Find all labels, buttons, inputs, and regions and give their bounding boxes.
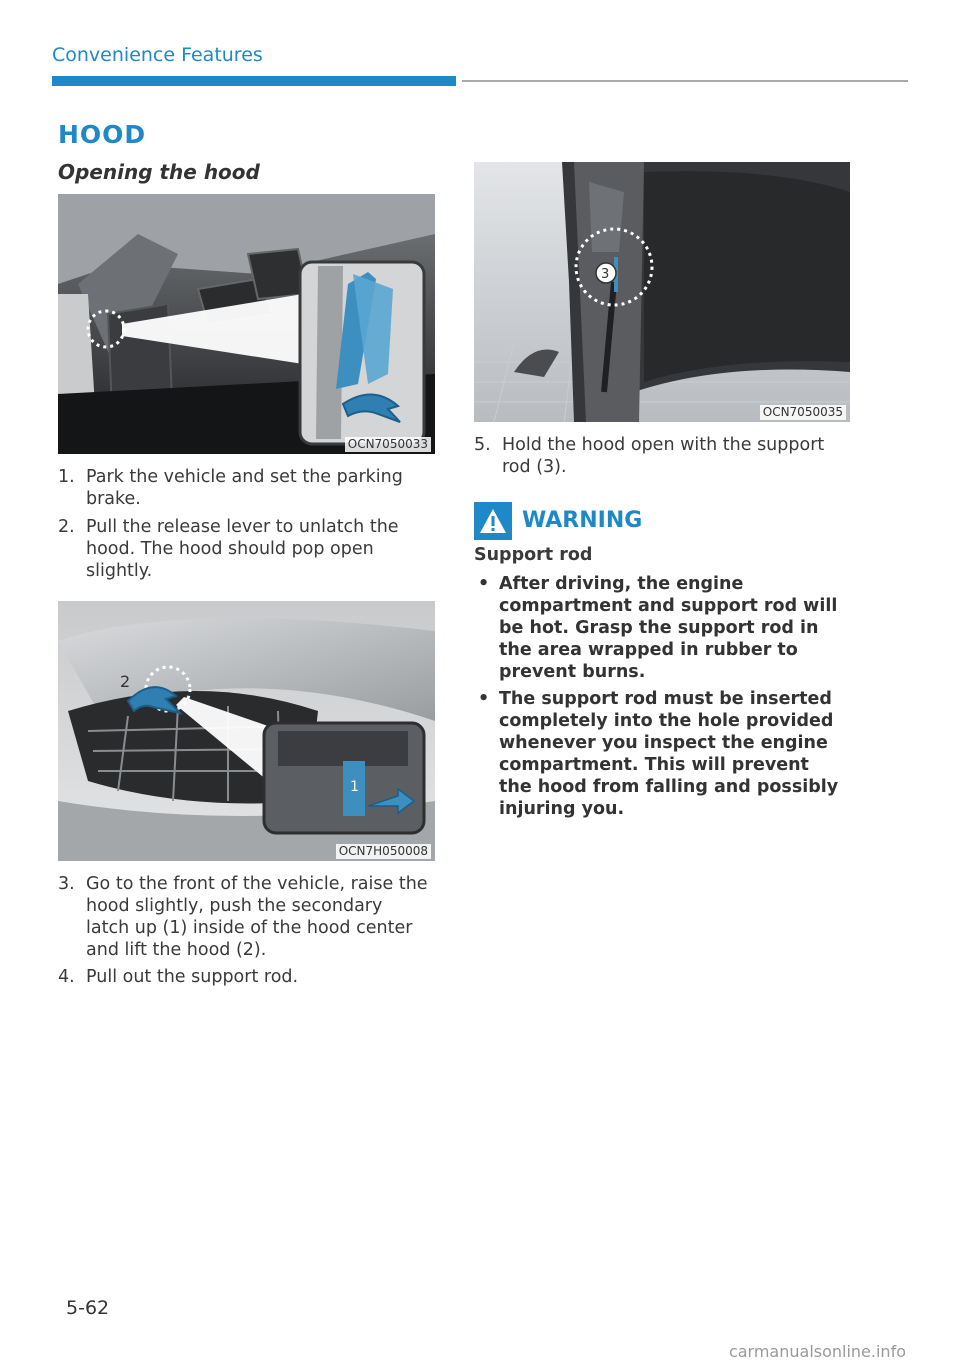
figure-secondary-latch: [58, 601, 435, 861]
step-text: Pull out the support rod.: [86, 967, 299, 987]
warning-bullet: [474, 688, 844, 820]
page-number: 5-62: [66, 1297, 110, 1319]
step-text: Park the vehicle and set the parking brake.: [86, 467, 403, 509]
warning-subtitle: Support rod: [474, 545, 593, 565]
step-text: Pull the release lever to unlatch the hood. The hood should pop open slightly.: [86, 517, 399, 581]
step-item: [58, 516, 428, 582]
step-item: [58, 966, 428, 988]
secondary-latch-illustration: [58, 601, 435, 861]
step-number: 4.: [58, 967, 75, 987]
step-number: 5.: [474, 435, 491, 455]
callout-3: 3: [601, 267, 610, 282]
step-number: 2.: [58, 517, 75, 537]
header-rule: [462, 80, 908, 82]
running-header: Convenience Features: [52, 44, 263, 66]
figure-code: OCN7H050008: [336, 844, 431, 859]
figure-code: OCN7050033: [345, 437, 431, 452]
step-text: Hold the hood open with the support rod (3).: [502, 435, 825, 477]
step-number: 3.: [58, 874, 75, 894]
bullet-text: After driving, the engine compartment and support rod will be hot. Grasp the support rod in the area wrapped in rubber to prevent burns.: [499, 574, 838, 682]
warning-title: WARNING: [522, 508, 643, 533]
step-item: [474, 434, 844, 478]
step-item: [58, 466, 428, 510]
figure-support-rod: [474, 162, 850, 422]
section-title: HOOD: [58, 120, 147, 149]
bullet-text: The support rod must be inserted completely into the hole provided whenever you inspect the engine compartment. This will prevent the hood from falling and possibly injuring you.: [499, 689, 839, 819]
support-rod-illustration: [474, 162, 850, 422]
figure-release-lever: [58, 194, 435, 454]
subsection-title: Opening the hood: [58, 160, 260, 184]
bullet-marker: •: [478, 574, 490, 594]
bullet-marker: •: [478, 689, 490, 709]
step-number: 1.: [58, 467, 75, 487]
step-item: [58, 873, 428, 961]
figure-code: OCN7050035: [760, 405, 846, 420]
watermark: carmanualsonline.info: [728, 1342, 906, 1361]
warning-bullet: [474, 573, 844, 683]
callout-2: 2: [120, 672, 131, 691]
warning-icon: [474, 502, 512, 540]
callout-1: 1: [350, 779, 359, 795]
release-lever-illustration: [58, 194, 435, 454]
step-text: Go to the front of the vehicle, raise the hood slightly, push the secondary latch up (1) inside of the hood center and lift the hood (2).: [86, 874, 428, 960]
header-rule-accent: [52, 76, 456, 86]
